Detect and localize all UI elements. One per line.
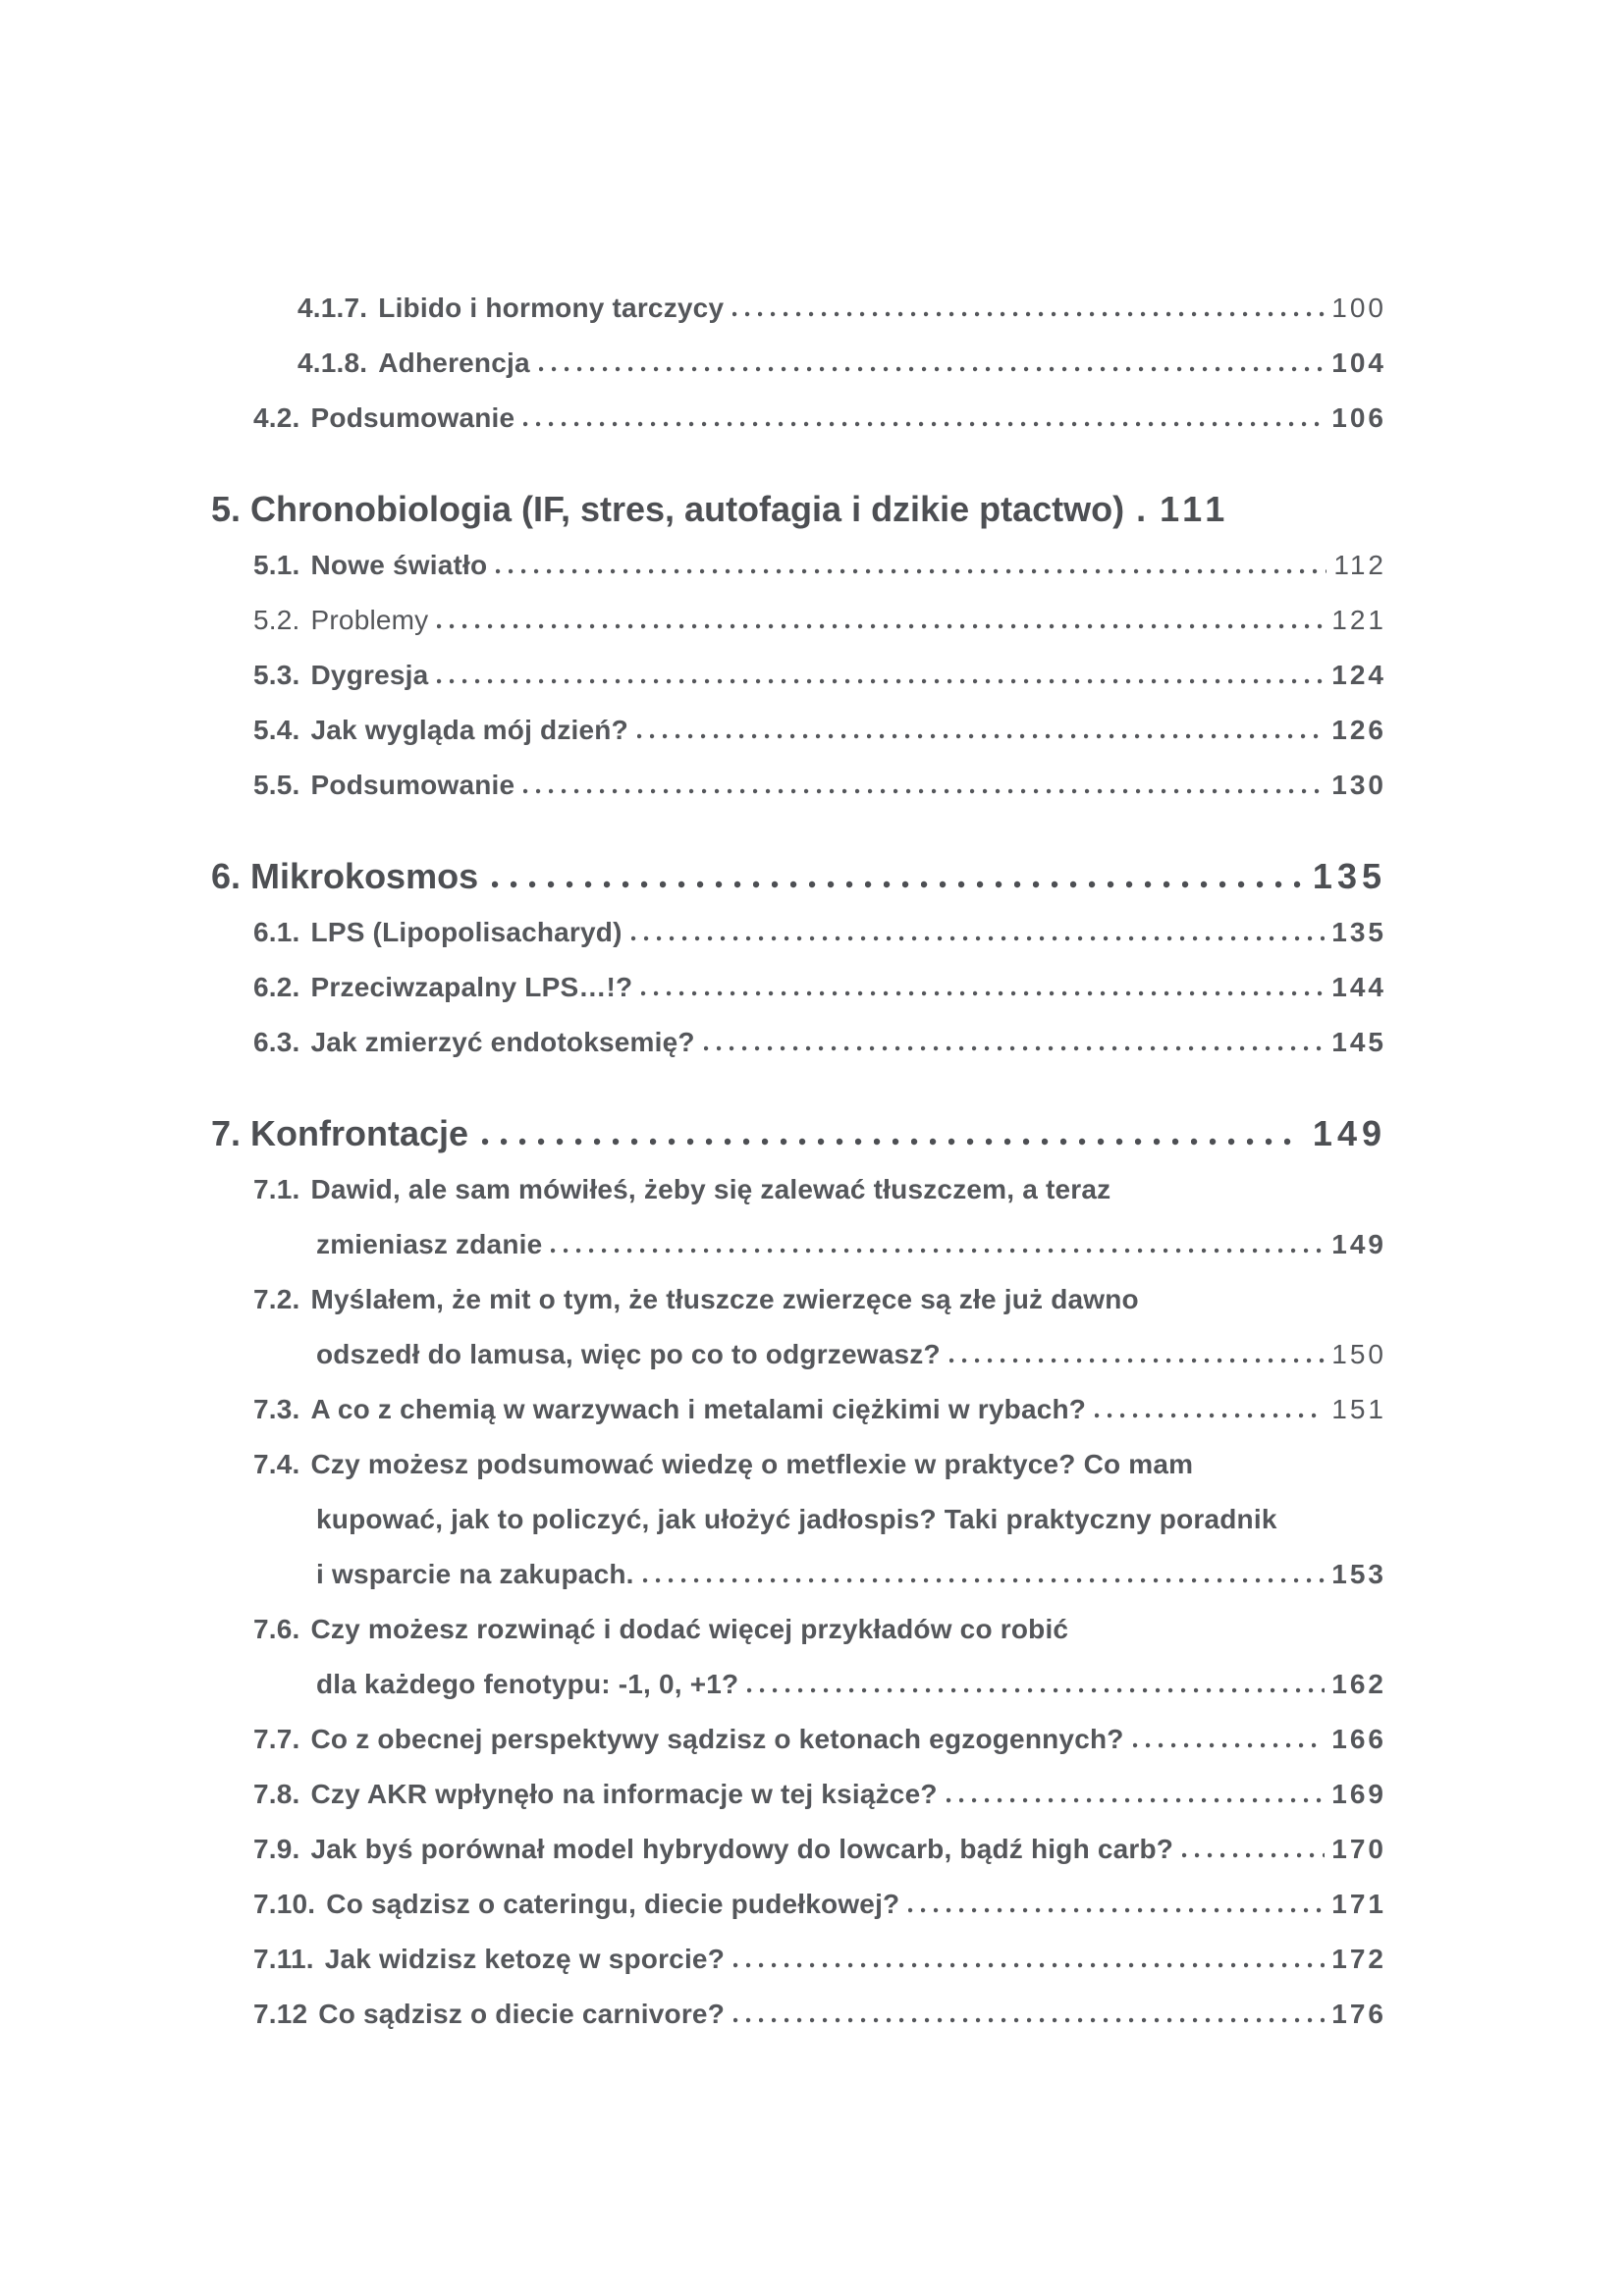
- toc-entry: [211, 1015, 1386, 1070]
- entry-number: 7.11.: [253, 1944, 314, 1974]
- entry-text: Co sądzisz o diecie carnivore?: [318, 1999, 725, 2029]
- toc-entry: [211, 703, 1386, 758]
- dot-leader: [631, 935, 1326, 941]
- page-number: 135: [1312, 856, 1386, 896]
- toc-line: [211, 1547, 1386, 1602]
- page-number: 166: [1331, 1724, 1386, 1754]
- entry-number: 7.2.: [253, 1284, 300, 1314]
- entry-text: Problemy: [310, 605, 429, 635]
- page-number: 150: [1331, 1339, 1386, 1369]
- toc-entry: [211, 758, 1386, 813]
- entry-number: 4.2.: [253, 402, 300, 433]
- page-number: 170: [1331, 1834, 1386, 1864]
- toc-line: [211, 1492, 1386, 1547]
- entry-number: 4.1.7.: [298, 293, 368, 323]
- toc-line: [211, 905, 1386, 960]
- toc-line: [211, 1217, 1386, 1272]
- entry-text: Podsumowanie: [310, 770, 515, 800]
- toc-line: [211, 1602, 1386, 1657]
- dot-leader: [482, 1138, 1303, 1146]
- dot-leader: [523, 788, 1325, 794]
- entry-text: dla każdego fenotypu: -1, 0, +1?: [316, 1669, 739, 1699]
- dot-leader: [747, 1687, 1325, 1693]
- toc-entry: [211, 905, 1386, 960]
- entry-number: 6.3.: [253, 1027, 300, 1057]
- toc-heading: [211, 481, 1386, 538]
- toc-line: [211, 1015, 1386, 1070]
- entry-number: 4.1.8.: [298, 347, 368, 378]
- page-number: 130: [1331, 770, 1386, 800]
- page-number: 145: [1331, 1027, 1386, 1057]
- toc-heading: [211, 848, 1386, 905]
- dot-leader: [496, 568, 1326, 574]
- toc-line: [211, 1105, 1386, 1162]
- entry-text: Czy możesz podsumować wiedzę o metflexie w praktyce? Co mam: [310, 1449, 1194, 1479]
- entry-number: 5.: [211, 489, 242, 529]
- page-number: 162: [1331, 1669, 1386, 1699]
- toc-entry: [211, 1877, 1386, 1932]
- entry-text: Dygresja: [310, 660, 429, 690]
- entry-text: Adherencja: [378, 347, 530, 378]
- toc-line: [211, 1987, 1386, 2042]
- toc-line: [211, 1932, 1386, 1987]
- dot-leader: [437, 678, 1325, 684]
- page-number: 149: [1312, 1113, 1386, 1153]
- entry-text: Co sądzisz o cateringu, diecie pudełkowej?: [326, 1889, 900, 1919]
- toc-line: [211, 336, 1386, 391]
- entry-number: 6.1.: [253, 917, 300, 947]
- entry-text: Libido i hormony tarczycy: [378, 293, 725, 323]
- toc-line: [211, 1162, 1386, 1217]
- page-number: 121: [1331, 605, 1386, 635]
- page-number: 104: [1331, 347, 1386, 378]
- entry-number: 7.6.: [253, 1614, 300, 1644]
- dot-leader: [733, 1962, 1325, 1968]
- entry-number: 7.10.: [253, 1889, 316, 1919]
- entry-number: 5.2.: [253, 605, 300, 635]
- entry-text: Czy AKR wpłynęło na informacje w tej książce?: [310, 1779, 938, 1809]
- entry-text: Jak widzisz ketozę w sporcie?: [324, 1944, 726, 1974]
- entry-text: Podsumowanie: [310, 402, 515, 433]
- toc-line: [211, 1382, 1386, 1437]
- entry-text: Jak wygląda mój dzień?: [310, 715, 628, 745]
- toc-entry: [211, 1932, 1386, 1987]
- dot-leader: [551, 1248, 1325, 1254]
- entry-text: Przeciwzapalny LPS…!?: [310, 972, 633, 1002]
- entry-number: 6.2.: [253, 972, 300, 1002]
- toc-line: [211, 281, 1386, 336]
- dot-leader: [704, 1045, 1326, 1051]
- dot-leader: [1182, 1852, 1325, 1858]
- dot-leader: [732, 311, 1325, 317]
- page-number: 169: [1331, 1779, 1386, 1809]
- table-of-contents: [211, 281, 1386, 2042]
- page-number: 126: [1331, 715, 1386, 745]
- toc-line: [211, 758, 1386, 813]
- page-number: 111: [1160, 489, 1230, 529]
- dot-separator: .: [1136, 489, 1147, 529]
- toc-line: [211, 703, 1386, 758]
- entry-text: Co z obecnej perspektywy sądzisz o ketonach egzogennych?: [310, 1724, 1124, 1754]
- toc-line: [211, 593, 1386, 648]
- toc-entry: [211, 1382, 1386, 1437]
- entry-number: 7.1.: [253, 1174, 300, 1204]
- page-number: 172: [1331, 1944, 1386, 1974]
- dot-leader: [643, 1577, 1326, 1583]
- toc-entry: [211, 1987, 1386, 2042]
- entry-text: A co z chemią w warzywach i metalami ciężkimi w rybach?: [310, 1394, 1087, 1424]
- page-number: 153: [1331, 1559, 1386, 1589]
- dot-leader: [637, 733, 1325, 739]
- entry-text: odszedł do lamusa, więc po co to odgrzewasz?: [316, 1339, 941, 1369]
- toc-line: [211, 648, 1386, 703]
- dot-leader: [949, 1358, 1325, 1363]
- toc-entry: [211, 1822, 1386, 1877]
- page-number: 149: [1331, 1229, 1386, 1259]
- entry-number: 7.7.: [253, 1724, 300, 1754]
- toc-line: [211, 1877, 1386, 1932]
- toc-line: [211, 1822, 1386, 1877]
- entry-number: 5.5.: [253, 770, 300, 800]
- page-number: 112: [1333, 550, 1386, 580]
- toc-entry: [211, 1602, 1386, 1712]
- dot-leader: [1095, 1413, 1325, 1418]
- page-number: 106: [1331, 402, 1386, 433]
- toc-line: [211, 391, 1386, 446]
- entry-number: 7.4.: [253, 1449, 300, 1479]
- toc-entry: [211, 1272, 1386, 1382]
- entry-text: i wsparcie na zakupach.: [316, 1559, 634, 1589]
- page-number: 124: [1331, 660, 1386, 690]
- toc-line: [211, 848, 1386, 905]
- entry-text: kupować, jak to policzyć, jak ułożyć jadłospis? Taki praktyczny poradnik: [316, 1504, 1277, 1534]
- entry-number: 7.3.: [253, 1394, 300, 1424]
- entry-text: Czy możesz rozwinąć i dodać więcej przykładów co robić: [310, 1614, 1069, 1644]
- toc-line: [211, 481, 1386, 538]
- toc-entry: [211, 1712, 1386, 1767]
- entry-number: 7.9.: [253, 1834, 300, 1864]
- toc-line: [211, 1712, 1386, 1767]
- entry-number: 6.: [211, 856, 242, 896]
- toc-line: [211, 1327, 1386, 1382]
- toc-heading: [211, 1105, 1386, 1162]
- toc-line: [211, 1272, 1386, 1327]
- dot-leader: [437, 623, 1325, 629]
- dot-leader: [492, 881, 1303, 888]
- toc-line: [211, 1657, 1386, 1712]
- page-number: 100: [1331, 293, 1386, 323]
- entry-number: 5.3.: [253, 660, 300, 690]
- toc-entry: [211, 593, 1386, 648]
- page-number: 144: [1331, 972, 1386, 1002]
- entry-text: Jak zmierzyć endotoksemię?: [310, 1027, 695, 1057]
- entry-text: Mikrokosmos: [250, 856, 479, 896]
- entry-number: 7.8.: [253, 1779, 300, 1809]
- entry-text: Myślałem, że mit o tym, że tłuszcze zwierzęce są złe już dawno: [310, 1284, 1139, 1314]
- entry-text: Dawid, ale sam mówiłeś, żeby się zalewać tłuszczem, a teraz: [310, 1174, 1111, 1204]
- entry-number: 5.4.: [253, 715, 300, 745]
- toc-entry: [211, 336, 1386, 391]
- entry-text: Konfrontacje: [250, 1113, 469, 1153]
- dot-leader: [539, 366, 1326, 372]
- dot-leader: [947, 1797, 1326, 1803]
- toc-line: [211, 1767, 1386, 1822]
- page-number: 151: [1331, 1394, 1386, 1424]
- dot-leader: [908, 1907, 1325, 1913]
- toc-line: [211, 538, 1386, 593]
- toc-entry: [211, 1162, 1386, 1272]
- entry-number: 5.1.: [253, 550, 300, 580]
- toc-line: [211, 960, 1386, 1015]
- dot-leader: [1133, 1742, 1326, 1748]
- page-number: 135: [1331, 917, 1386, 947]
- toc-entry: [211, 538, 1386, 593]
- toc-entry: [211, 648, 1386, 703]
- dot-leader: [523, 421, 1325, 427]
- toc-entry: [211, 960, 1386, 1015]
- toc-entry: [211, 281, 1386, 336]
- entry-text: zmieniasz zdanie: [316, 1229, 543, 1259]
- entry-text: Jak byś porównał model hybrydowy do lowcarb, bądź high carb?: [310, 1834, 1174, 1864]
- toc-entry: [211, 391, 1386, 446]
- page-number: 176: [1331, 1999, 1386, 2029]
- entry-number: 7.: [211, 1113, 242, 1153]
- toc-entry: [211, 1767, 1386, 1822]
- page-number: 171: [1331, 1889, 1386, 1919]
- toc-line: [211, 1437, 1386, 1492]
- entry-text: LPS (Lipopolisacharyd): [310, 917, 623, 947]
- entry-text: Chronobiologia (IF, stres, autofagia i dzikie ptactwo): [250, 489, 1125, 529]
- entry-number: 7.12: [253, 1999, 308, 2029]
- dot-leader: [641, 990, 1325, 996]
- toc-entry: [211, 1437, 1386, 1602]
- entry-text: Nowe światło: [310, 550, 488, 580]
- dot-leader: [733, 2017, 1325, 2023]
